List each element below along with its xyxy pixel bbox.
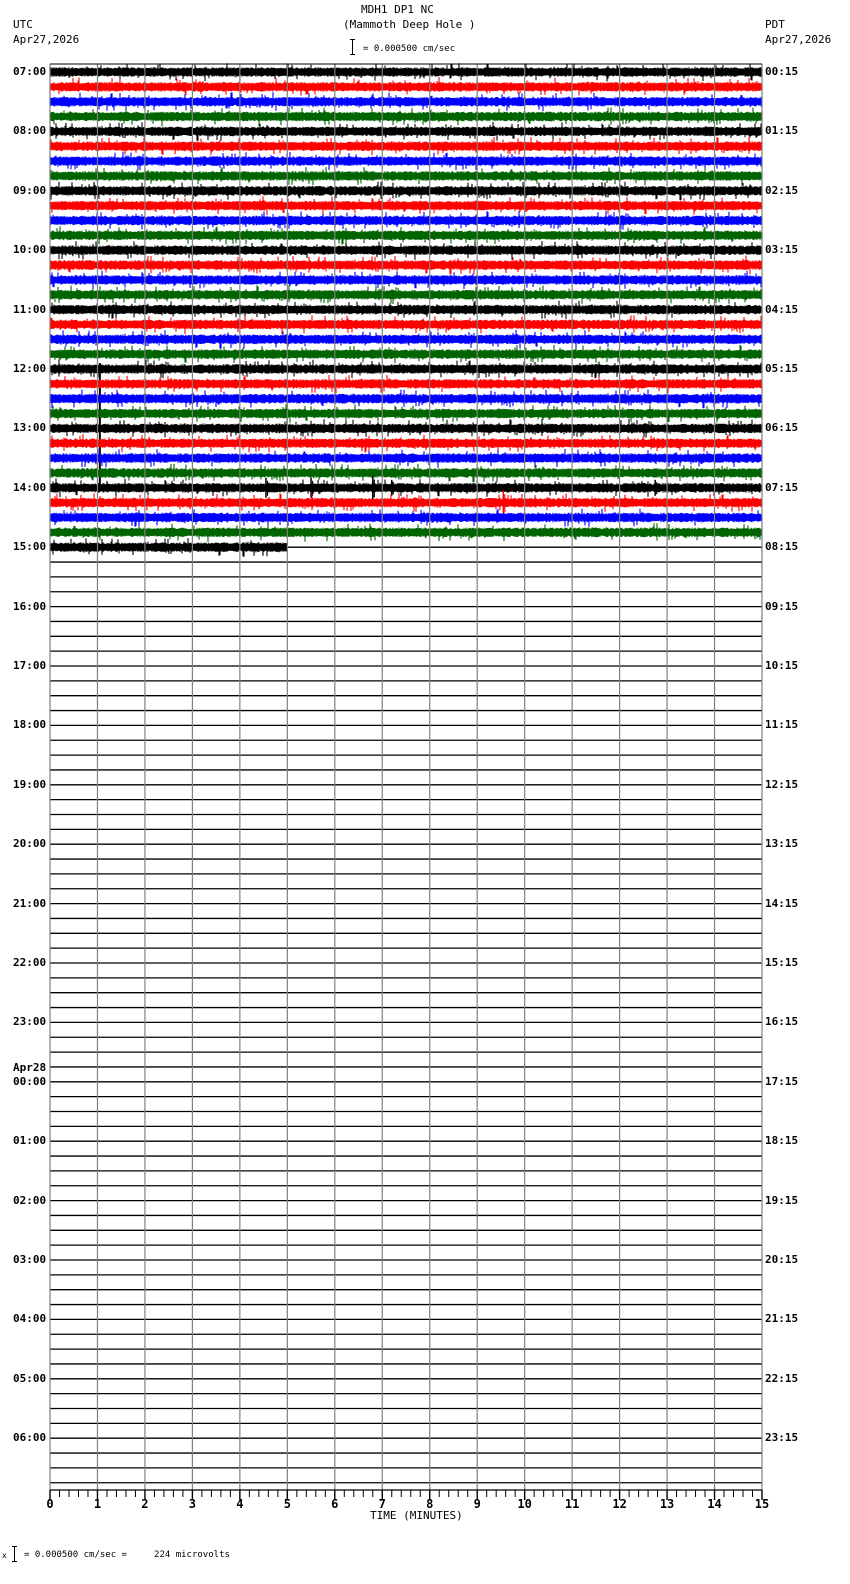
x-tick-label: 8 — [426, 1497, 434, 1511]
pdt-time-label: 06:15 — [765, 421, 799, 435]
x-tick-label: 10 — [517, 1497, 532, 1511]
utc-time-label: 06:00 — [13, 1431, 47, 1445]
pdt-time-label: 05:15 — [765, 362, 799, 375]
utc-time-label: 03:00 — [13, 1253, 47, 1266]
pdt-time-label: 09:15 — [765, 599, 799, 613]
right-date: Apr27,2026 — [765, 33, 832, 46]
utc-time-label: 12:00 — [13, 362, 47, 375]
utc-time-label: 23:00 — [13, 1015, 47, 1029]
utc-time-label: 04:00 — [13, 1312, 47, 1326]
x-tick-label: 2 — [141, 1497, 149, 1511]
pdt-time-label: 02:15 — [765, 183, 799, 197]
pdt-time-label: 17:15 — [765, 1074, 799, 1088]
footer-scale-text: = 0.000500 cm/sec = 224 microvolts — [24, 1550, 230, 1560]
pdt-time-label: 00:15 — [765, 65, 799, 78]
utc-time-label: 05:00 — [13, 1371, 47, 1385]
x-tick-label: 7 — [378, 1497, 386, 1511]
utc-time-label: 09:00 — [13, 183, 47, 197]
utc-time-label: 22:00 — [13, 956, 47, 969]
x-axis-title: TIME (MINUTES) — [370, 1509, 463, 1522]
pdt-time-label: 16:15 — [765, 1015, 799, 1029]
pdt-time-label: 14:15 — [765, 896, 799, 910]
pdt-time-label: 23:15 — [765, 1431, 799, 1445]
utc-time-label: 07:00 — [13, 65, 47, 78]
pdt-time-label: 12:15 — [765, 777, 799, 791]
x-tick-label: 11 — [564, 1497, 580, 1511]
utc-time-label: 19:00 — [13, 777, 47, 791]
left-date: Apr27,2026 — [13, 33, 80, 46]
utc-date-label: Apr28 — [13, 1060, 47, 1074]
utc-time-label: 02:00 — [13, 1193, 47, 1207]
x-tick-label: 15 — [754, 1497, 770, 1511]
pdt-time-label: 21:15 — [765, 1312, 799, 1326]
pdt-time-label: 13:15 — [765, 837, 799, 851]
pdt-time-label: 04:15 — [765, 302, 799, 316]
pdt-time-label: 07:15 — [765, 480, 799, 494]
pdt-time-label: 01:15 — [765, 124, 799, 138]
station-title: MDH1 DP1 NC — [361, 3, 434, 16]
left-timezone: UTC — [13, 18, 33, 31]
pdt-time-label: 22:15 — [765, 1371, 799, 1385]
pdt-time-label: 03:15 — [765, 243, 799, 257]
utc-time-label: 21:00 — [13, 896, 47, 910]
pdt-time-label: 08:15 — [765, 540, 799, 554]
x-tick-label: 13 — [659, 1497, 675, 1511]
utc-time-label: 10:00 — [13, 243, 47, 257]
x-tick-label: 1 — [93, 1497, 102, 1511]
scale-label: = 0.000500 cm/sec — [363, 44, 456, 54]
x-tick-label: 4 — [236, 1497, 244, 1511]
x-tick-label: 5 — [283, 1497, 291, 1511]
utc-time-label: 00:00 — [13, 1074, 47, 1088]
x-tick-label: 14 — [707, 1497, 722, 1511]
utc-time-label: 14:00 — [13, 480, 47, 494]
station-location: (Mammoth Deep Hole ) — [343, 18, 476, 31]
right-timezone: PDT — [765, 18, 785, 31]
utc-time-label: 18:00 — [13, 718, 47, 732]
x-tick-label: 12 — [612, 1497, 627, 1511]
footer-prefix: x — [2, 1551, 7, 1560]
x-tick-label: 6 — [331, 1497, 339, 1511]
x-tick-label: 0 — [46, 1497, 54, 1511]
pdt-time-label: 11:15 — [765, 718, 799, 732]
pdt-time-label: 20:15 — [765, 1253, 799, 1266]
utc-time-label: 01:00 — [13, 1134, 47, 1148]
pdt-time-label: 10:15 — [765, 659, 799, 672]
pdt-time-label: 15:15 — [765, 956, 799, 969]
utc-time-label: 20:00 — [13, 837, 47, 851]
x-tick-label: 3 — [188, 1497, 196, 1511]
footer-scale-bar-icon — [12, 1546, 17, 1562]
pdt-time-label: 18:15 — [765, 1134, 799, 1148]
x-tick-label: 9 — [473, 1497, 481, 1511]
utc-time-label: 08:00 — [13, 124, 47, 138]
utc-time-label: 11:00 — [13, 302, 47, 316]
utc-time-label: 16:00 — [13, 599, 47, 613]
utc-time-label: 13:00 — [13, 421, 47, 435]
utc-time-label: 17:00 — [13, 659, 47, 672]
pdt-time-label: 19:15 — [765, 1193, 799, 1207]
utc-time-label: 15:00 — [13, 540, 47, 554]
